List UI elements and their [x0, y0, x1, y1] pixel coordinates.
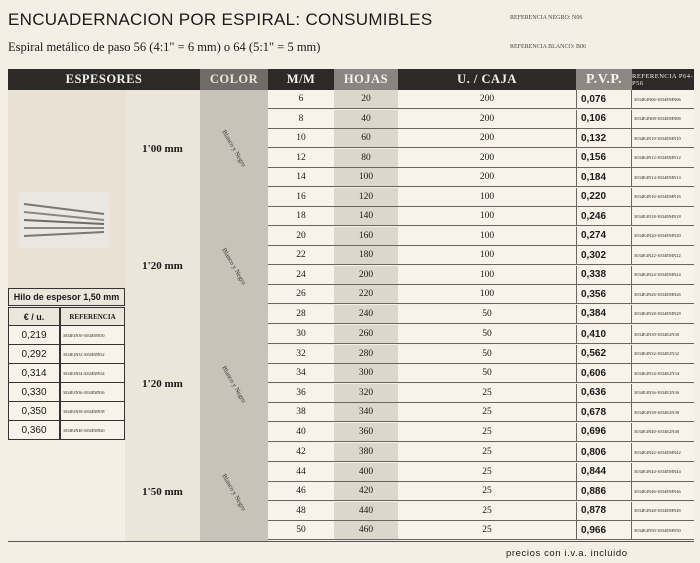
color-label: Blanco y Negro: [220, 246, 248, 286]
cell-ucaja: 50: [398, 345, 576, 364]
cell-pvp: 0,076: [576, 90, 632, 109]
table-row: [268, 364, 694, 383]
cell-ref: 3034E4N46-3034EMN46: [632, 482, 694, 501]
cell-hojas: 20: [334, 90, 398, 109]
cell-ucaja: 200: [398, 168, 576, 187]
hilo-row: [8, 326, 125, 345]
hilo-price: 0,292: [8, 345, 60, 364]
hilo-price: 0,350: [8, 402, 60, 421]
cell-ucaja: 100: [398, 266, 576, 285]
cell-ucaja: 100: [398, 227, 576, 246]
cell-hojas: 320: [334, 384, 398, 403]
hilo-row: [8, 402, 125, 421]
hilo-price: 0,219: [8, 326, 60, 345]
header-referencia: REFERENCIA P64-P56: [632, 69, 694, 90]
cell-mm: 36: [268, 384, 334, 403]
cell-ref: 3034E4N24-3034EMN24: [632, 266, 694, 285]
cell-ref: 3034E4N48-3034EMN48: [632, 502, 694, 521]
cell-mm: 30: [268, 325, 334, 344]
cell-mm: 50: [268, 521, 334, 540]
cell-ucaja: 100: [398, 246, 576, 265]
cell-pvp: 0,156: [576, 149, 632, 168]
cell-ucaja: 200: [398, 129, 576, 148]
cell-hojas: 380: [334, 443, 398, 462]
cell-ref: 3034E4N10-3034EMN10: [632, 129, 694, 148]
header-hojas: HOJAS: [334, 69, 398, 90]
table-row: [268, 285, 694, 304]
cell-hojas: 160: [334, 227, 398, 246]
cell-hojas: 140: [334, 207, 398, 226]
cell-ucaja: 50: [398, 325, 576, 344]
hilo-ref: 3034E4N34-3034EMN34: [60, 364, 125, 383]
cell-mm: 10: [268, 129, 334, 148]
cell-ref: 3034E4N20-3034EMN20: [632, 227, 694, 246]
cell-ref: 3034E4N38-3034E2N38: [632, 403, 694, 422]
header-mm: M/M: [268, 69, 334, 90]
hilo-price: 0,330: [8, 383, 60, 402]
table-row: [268, 423, 694, 442]
cell-mm: 14: [268, 168, 334, 187]
cell-ref: 3034E4N26-3034EMN26: [632, 285, 694, 304]
cell-hojas: 280: [334, 345, 398, 364]
cell-hojas: 300: [334, 364, 398, 383]
cell-ucaja: 25: [398, 423, 576, 442]
cell-pvp: 0,410: [576, 325, 632, 344]
table-row: [268, 345, 694, 364]
table-row: [268, 188, 694, 207]
cell-pvp: 0,606: [576, 364, 632, 383]
spiral-product-icon: [18, 192, 110, 248]
table-row: [268, 403, 694, 422]
cell-pvp: 0,246: [576, 207, 632, 226]
cell-pvp: 0,106: [576, 110, 632, 129]
table-row: [268, 521, 694, 540]
cell-pvp: 0,806: [576, 443, 632, 462]
cell-pvp: 0,636: [576, 384, 632, 403]
cell-mm: 24: [268, 266, 334, 285]
cell-ucaja: 25: [398, 384, 576, 403]
header-ucaja: U. / CAJA: [398, 69, 576, 90]
cell-mm: 44: [268, 463, 334, 482]
cell-mm: 6: [268, 90, 334, 109]
cell-pvp: 0,678: [576, 403, 632, 422]
table-row: [268, 207, 694, 226]
cell-ucaja: 100: [398, 188, 576, 207]
cell-pvp: 0,844: [576, 463, 632, 482]
header-espesores: ESPESORES: [8, 69, 200, 90]
cell-ucaja: 25: [398, 403, 576, 422]
hilo-col-eu: € / u.: [8, 307, 60, 326]
cell-ucaja: 25: [398, 443, 576, 462]
table-row: [268, 246, 694, 265]
cell-mm: 34: [268, 364, 334, 383]
cell-ucaja: 25: [398, 463, 576, 482]
cell-mm: 18: [268, 207, 334, 226]
cell-hojas: 360: [334, 423, 398, 442]
hilo-ref: 3034E4N38-3034EMN38: [60, 402, 125, 421]
cell-pvp: 0,274: [576, 227, 632, 246]
cell-pvp: 0,220: [576, 188, 632, 207]
ref-blanco: REFERENCIA BLANCO: B06: [510, 44, 587, 50]
cell-hojas: 340: [334, 403, 398, 422]
cell-hojas: 100: [334, 168, 398, 187]
cell-ucaja: 200: [398, 110, 576, 129]
cell-ucaja: 25: [398, 521, 576, 540]
cell-mm: 20: [268, 227, 334, 246]
cell-hojas: 260: [334, 325, 398, 344]
cell-hojas: 460: [334, 521, 398, 540]
cell-hojas: 40: [334, 110, 398, 129]
cell-hojas: 200: [334, 266, 398, 285]
hilo-col-ref: REFERENCIA: [60, 307, 125, 326]
table-row: [268, 463, 694, 482]
cell-ref: 3034E4N12-3034EMN12: [632, 149, 694, 168]
cell-mm: 26: [268, 285, 334, 304]
product-image-area: [8, 90, 125, 288]
table-row: [268, 266, 694, 285]
espesor-group-1: 1'00 mm: [125, 90, 200, 207]
table-row: [268, 227, 694, 246]
table-row: [268, 325, 694, 344]
cell-ucaja: 25: [398, 502, 576, 521]
cell-pvp: 0,184: [576, 168, 632, 187]
table-row: [268, 149, 694, 168]
table-row: [268, 90, 694, 109]
hilo-title: Hilo de espesor 1,50 mm: [8, 288, 125, 306]
hilo-price: 0,314: [8, 364, 60, 383]
cell-hojas: 440: [334, 502, 398, 521]
hilo-ref: 3034E4N30-3034EMN30: [60, 326, 125, 345]
cell-hojas: 120: [334, 188, 398, 207]
cell-mm: 48: [268, 502, 334, 521]
cell-pvp: 0,302: [576, 246, 632, 265]
cell-hojas: 60: [334, 129, 398, 148]
cell-hojas: 420: [334, 482, 398, 501]
price-table: [8, 69, 694, 547]
cell-mm: 46: [268, 482, 334, 501]
cell-pvp: 0,966: [576, 521, 632, 540]
cell-pvp: 0,132: [576, 129, 632, 148]
color-label: Blanco y Negro: [220, 472, 248, 512]
cell-pvp: 0,384: [576, 305, 632, 324]
color-group-1: [200, 90, 268, 207]
cell-mm: 16: [268, 188, 334, 207]
cell-mm: 38: [268, 403, 334, 422]
cell-pvp: 0,886: [576, 482, 632, 501]
cell-hojas: 180: [334, 246, 398, 265]
cell-ucaja: 25: [398, 482, 576, 501]
hilo-ref: 3034E4N36-3034EMN36: [60, 383, 125, 402]
cell-hojas: 240: [334, 305, 398, 324]
table-row: [268, 129, 694, 148]
hilo-price: 0,360: [8, 421, 60, 440]
table-row: [268, 110, 694, 129]
color-group-4: [200, 443, 268, 541]
hilo-ref: 3034E4N32-3034EMN32: [60, 345, 125, 364]
page-subtitle: Espiral metálico de paso 56 (4:1" = 6 mm) o 64 (5:1" = 5 mm): [8, 40, 321, 54]
espesor-group-4: 1'50 mm: [125, 443, 200, 541]
table-bottom-rule: [8, 541, 694, 542]
cell-mm: 42: [268, 443, 334, 462]
cell-hojas: 80: [334, 149, 398, 168]
color-group-2: [200, 207, 268, 325]
cell-pvp: 0,338: [576, 266, 632, 285]
cell-ref: 3034E4N08-3034EMN08: [632, 110, 694, 129]
table-row: [268, 305, 694, 324]
cell-mm: 32: [268, 345, 334, 364]
cell-mm: 28: [268, 305, 334, 324]
hilo-row: [8, 364, 125, 383]
cell-ref: 3034E4N22-3034EMN22: [632, 246, 694, 265]
cell-ref: 3034E4N18-3034EMN18: [632, 207, 694, 226]
cell-ref: 3034E4N34-3034E2N34: [632, 364, 694, 383]
cell-mm: 12: [268, 149, 334, 168]
cell-ucaja: 50: [398, 364, 576, 383]
cell-pvp: 0,356: [576, 285, 632, 304]
table-row: [268, 384, 694, 403]
cell-hojas: 220: [334, 285, 398, 304]
cell-ref: 3034E4N40-3034E2N40: [632, 423, 694, 442]
cell-ref: 3034E4N50-3034EMN50: [632, 521, 694, 540]
hilo-row: [8, 421, 125, 440]
header-pvp: P.V.P.: [576, 69, 632, 90]
color-group-3: [200, 325, 268, 443]
hilo-row: [8, 345, 125, 364]
cell-ucaja: 200: [398, 90, 576, 109]
empty-left-area: [8, 443, 125, 541]
color-label: Blanco y Negro: [220, 128, 248, 169]
cell-hojas: 400: [334, 463, 398, 482]
cell-ref: 3034E4N06-3034EMN06: [632, 90, 694, 109]
cell-pvp: 0,562: [576, 345, 632, 364]
cell-ref: 3034E4N14-3034EMN14: [632, 168, 694, 187]
cell-pvp: 0,878: [576, 502, 632, 521]
header-color: COLOR: [200, 69, 268, 90]
cell-ucaja: 100: [398, 285, 576, 304]
cell-ref: 3034E4N16-3034EMN16: [632, 188, 694, 207]
cell-ref: 3034E4N28-3034EMN28: [632, 305, 694, 324]
cell-ucaja: 50: [398, 305, 576, 324]
table-row: [268, 443, 694, 462]
table-row: [268, 482, 694, 501]
cell-ref: 3034E4N36-3034E2N36: [632, 384, 694, 403]
cell-ref: 3034E4N32-3034E2N32: [632, 345, 694, 364]
cell-pvp: 0,696: [576, 423, 632, 442]
hilo-ref: 3034E4N40-3034EMN40: [60, 421, 125, 440]
table-row: [268, 502, 694, 521]
cell-ucaja: 200: [398, 149, 576, 168]
cell-mm: 8: [268, 110, 334, 129]
cell-ref: 3034E4N44-3034EMN44: [632, 463, 694, 482]
espesor-group-3: 1'20 mm: [125, 325, 200, 443]
cell-ref: 3034E4N30-3034E2N30: [632, 325, 694, 344]
table-row: [268, 168, 694, 187]
hilo-row: [8, 383, 125, 402]
espesor-group-2: 1'20 mm: [125, 207, 200, 325]
color-label: Blanco y Negro: [220, 364, 248, 404]
page-title: ENCUADERNACION POR ESPIRAL: CONSUMIBLES: [8, 10, 433, 29]
cell-mm: 22: [268, 246, 334, 265]
footer-note: precios con i.v.a. incluido: [506, 548, 628, 559]
cell-ref: 3034E4N42-3034EMN42: [632, 443, 694, 462]
cell-mm: 40: [268, 423, 334, 442]
cell-ucaja: 100: [398, 207, 576, 226]
ref-negro: REFERENCIA NEGRO: N06: [510, 15, 583, 21]
